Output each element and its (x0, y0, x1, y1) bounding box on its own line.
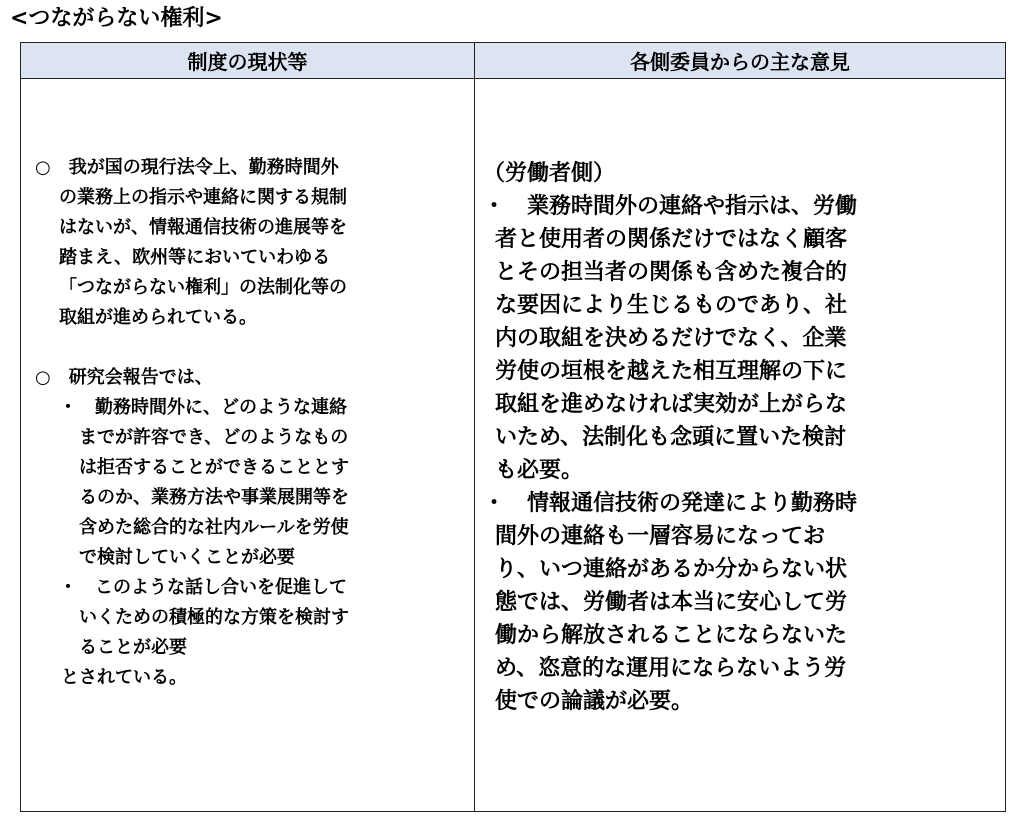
status-line: で検討していくことが必要 (79, 547, 295, 568)
opinion-line: ・ 業務時間外の連絡や指示は、労働 (483, 194, 858, 219)
status-line: の業務上の指示や連絡に関する規制 (59, 187, 347, 208)
opinion-line: 者と使用者の関係だけではなく顧客 (495, 227, 848, 252)
opinion-line: 内の取組を決めるだけでなく、企業 (495, 326, 847, 351)
status-line: 取組が進められている。 (59, 307, 257, 328)
status-line: までが許容でき、どのようなもの (79, 427, 349, 448)
opinion-line: 使での論議が必要。 (495, 689, 694, 714)
status-line: 「つながらない権利」の法制化等の (59, 277, 347, 298)
paragraph-gap (35, 333, 474, 363)
page-title: <つながらない権利> (10, 6, 223, 31)
status-line: いくための積極的な方策を検討す (79, 607, 349, 628)
right-column-header: 各側委員からの主な意見 (475, 43, 1005, 79)
left-column-header: 制度の現状等 (21, 43, 475, 79)
opinion-line: り、いつ連絡があるか分からない状 (495, 557, 848, 582)
status-line: はないが、情報通信技術の進展等を (59, 217, 347, 238)
opinion-line: とその担当者の関係も含めた複合的 (495, 260, 848, 285)
status-line: は拒否することができることとす (79, 457, 349, 478)
status-line: ることが必要 (79, 637, 187, 658)
status-line: るのか、業務方法や事業展開等を (79, 487, 349, 508)
status-line: 含めた総合的な社内ルールを労使 (79, 517, 349, 538)
status-line: ○ 我が国の現行法令上、勤務時間外 (35, 157, 339, 178)
status-line: ・ 勤務時間外に、どのような連絡 (59, 397, 347, 418)
opinion-line: 労使の垣根を越えた相互理解の下に (495, 359, 848, 384)
opinion-line: 取組を進めなければ実効が上がらな (495, 392, 848, 417)
opinion-line: （労働者側） (483, 161, 616, 186)
status-line: 踏まえ、欧州等においていわゆる (59, 247, 331, 268)
current-status-cell (21, 79, 475, 811)
comparison-table (20, 42, 1006, 812)
opinion-line: め、恣意的な運用にならないよう労 (495, 656, 847, 681)
status-line: ・ このような話し合いを促進して (59, 577, 347, 598)
opinion-line: な要因により生じるものであり、社 (495, 293, 848, 318)
opinion-line: いため、法制化も念頭に置いた検討 (495, 425, 847, 450)
opinion-line: 態では、労働者は本当に安心して労 (495, 590, 848, 615)
opinion-line: ・ 情報通信技術の発達により勤務時 (483, 491, 858, 516)
status-line: とされている。 (61, 667, 187, 688)
status-line: ○ 研究会報告では、 (35, 367, 213, 388)
opinion-line: 働から解放されることにならないた (495, 623, 848, 648)
opinion-line: 間外の連絡も一層容易になってお (495, 524, 826, 549)
opinion-line: も必要。 (495, 458, 584, 483)
committee-opinions-cell (475, 79, 1005, 811)
